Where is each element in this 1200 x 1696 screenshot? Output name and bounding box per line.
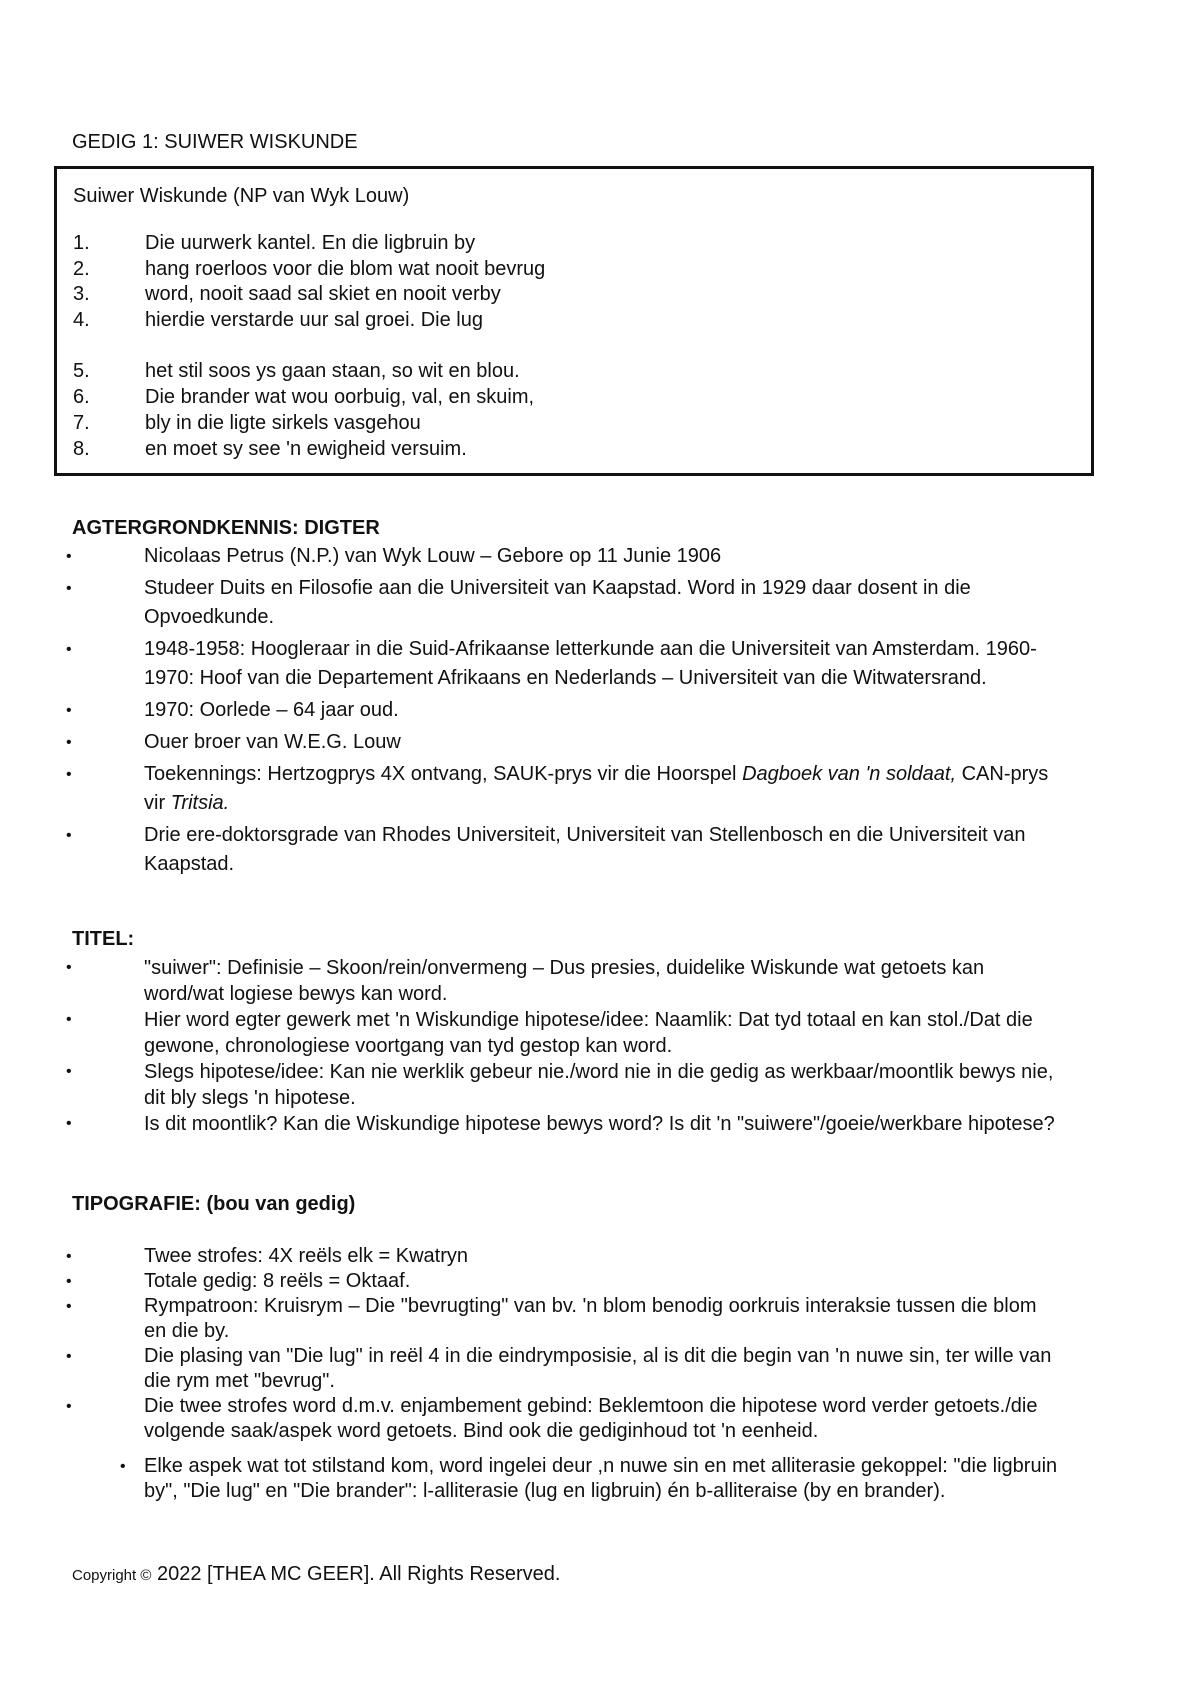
bullet-icon: •	[66, 1011, 72, 1028]
bullet-icon: •	[66, 1063, 72, 1080]
document-title: GEDIG 1: SUIWER WISKUNDE	[72, 131, 358, 153]
bullet-icon: •	[66, 1273, 72, 1290]
poem-line	[73, 282, 501, 306]
line-number: 8.	[73, 438, 90, 460]
bullet-list-tipografie	[0, 1244, 1100, 1444]
poem-heading: Suiwer Wiskunde (NP van Wyk Louw)	[73, 185, 410, 207]
line-number: 6.	[73, 386, 90, 408]
list-item: • Slegs hipotese/idee: Kan nie werklik gebeur nie./word nie in die gedig as werkbaar/moontlik bewys nie, dit bly slegs 'n hipotese.	[66, 1061, 1054, 1109]
bullet-icon: •	[66, 959, 72, 976]
line-text: Die uurwerk kantel. En die ligbruin by	[145, 232, 476, 254]
sub-list-item: • Elke aspek wat tot stilstand kom, word ingelei deur ,n nuwe sin en met alliterasie gekoppel: "die ligbruin by", "Die lug" en "Die brander": l-alliterasie (lug en ligbruin) én b-alliteraise (by en brander).	[120, 1455, 1058, 1502]
bullet-list-titel	[0, 955, 1100, 1137]
line-number: 2.	[73, 258, 90, 280]
list-item: • 1948-1958: Hoogleraar in die Suid-Afrikaanse letterkunde aan die Universiteit van Amsterdam. 1960-1970: Hoof van die Departement Afrikaans en Nederlands – Universiteit van die Witwatersrand.	[0, 635, 1064, 693]
poem-line	[73, 359, 520, 383]
bullet-icon: •	[66, 766, 72, 783]
line-number: 1.	[73, 232, 90, 254]
bullet-list-agtergrond	[0, 542, 1100, 882]
section-heading-agtergrond: AGTERGRONDKENNIS: DIGTER	[72, 517, 380, 539]
poem-line	[73, 437, 467, 461]
line-text: bly in die ligte sirkels vasgehou	[145, 412, 421, 434]
line-text: Die brander wat wou oorbuig, val, en skuim,	[145, 386, 535, 408]
work-title: Tritsia.	[170, 792, 230, 814]
list-item: • Die plasing van "Die lug" in reël 4 in die eindrymposisie, al is dit die begin van 'n nuwe sin, ter wille van die rym met "bevrug".	[66, 1345, 1052, 1392]
bullet-icon: •	[66, 580, 72, 597]
line-number: 5.	[73, 360, 90, 382]
bullet-icon: •	[66, 827, 72, 844]
bullet-icon: •	[66, 1248, 72, 1265]
bullet-icon: •	[66, 1298, 72, 1315]
list-item: • Is dit moontlik? Kan die Wiskundige hipotese bewys word? Is dit 'n "suiwere"/goeie/werkbare hipotese?	[66, 1113, 1055, 1135]
bullet-icon: •	[66, 1115, 72, 1132]
bullet-icon: •	[66, 1398, 72, 1415]
section-heading-tipografie: TIPOGRAFIE: (bou van gedig)	[72, 1193, 356, 1215]
poem-line	[73, 231, 475, 255]
list-item: • Twee strofes: 4X reëls elk = Kwatryn	[66, 1245, 469, 1267]
line-text: en moet sy see 'n ewigheid versuim.	[145, 438, 467, 460]
poem-line	[73, 257, 545, 281]
line-text: hang roerloos voor die blom wat nooit bevrug	[145, 258, 546, 280]
list-item: • Drie ere-doktorsgrade van Rhodes Universiteit, Universiteit van Stellenbosch en die Universiteit van Kaapstad.	[0, 821, 1064, 879]
list-item: • Rympatroon: Kruisrym – Die "bevrugting" van bv. 'n blom benodig oorkruis interaksie tussen die blom en die by.	[66, 1295, 1037, 1342]
line-number: 4.	[73, 309, 90, 331]
poem-box	[54, 166, 1094, 476]
list-item: • Studeer Duits en Filosofie aan die Universiteit van Kaapstad. Word in 1929 daar dosent in die Opvoedkunde.	[0, 574, 1064, 632]
copyright-notice: Copyright © 2022 [THEA MC GEER]. All Rights Reserved.	[72, 1563, 561, 1585]
section-heading-titel: TITEL:	[72, 928, 135, 950]
bullet-icon: •	[66, 734, 72, 751]
list-item: • Ouer broer van W.E.G. Louw	[0, 728, 1064, 757]
bullet-icon: •	[66, 641, 72, 658]
line-text: hierdie verstarde uur sal groei. Die lug	[145, 309, 483, 331]
line-text: het stil soos ys gaan staan, so wit en blou.	[145, 360, 520, 382]
list-item: • Totale gedig: 8 reëls = Oktaaf.	[66, 1270, 411, 1292]
bullet-icon: •	[120, 1458, 126, 1475]
list-item: • Die twee strofes word d.m.v. enjambement gebind: Beklemtoon die hipotese word verder getoets./die volgende saak/aspek word getoets. Bind ook die gediginhoud tot 'n eenheid.	[66, 1395, 1038, 1442]
bullet-icon: •	[66, 548, 72, 565]
list-item-toekennings: • Toekennings: Hertzogprys 4X ontvang, SAUK-prys vir die Hoorspel Dagboek van 'n soldaat, CAN-prys vir Tritsia.	[0, 760, 1064, 818]
work-title: Dagboek van 'n soldaat,	[742, 763, 957, 785]
list-item: • Nicolaas Petrus (N.P.) van Wyk Louw – Gebore op 11 Junie 1906	[0, 542, 1064, 571]
line-number: 3.	[73, 283, 90, 305]
line-number: 7.	[73, 412, 90, 434]
list-item: • Hier word egter gewerk met 'n Wiskundige hipotese/idee: Naamlik: Dat tyd totaal en kan stol./Dat die gewone, chronologiese voortgang van tyd gestop kan word.	[66, 1009, 1033, 1057]
poem-line	[73, 308, 483, 332]
bullet-icon: •	[66, 702, 72, 719]
poem-line	[73, 385, 534, 409]
sub-bullet-list	[0, 1454, 1064, 1504]
list-item: • "suiwer": Definisie – Skoon/rein/onvermeng – Dus presies, duidelike Wiskunde wat getoets kan word/wat logiese bewys kan word.	[66, 957, 985, 1005]
list-item: • 1970: Oorlede – 64 jaar oud.	[0, 696, 1064, 725]
poem-line	[73, 411, 421, 435]
line-text: word, nooit saad sal skiet en nooit verby	[145, 283, 501, 305]
bullet-icon: •	[66, 1348, 72, 1365]
